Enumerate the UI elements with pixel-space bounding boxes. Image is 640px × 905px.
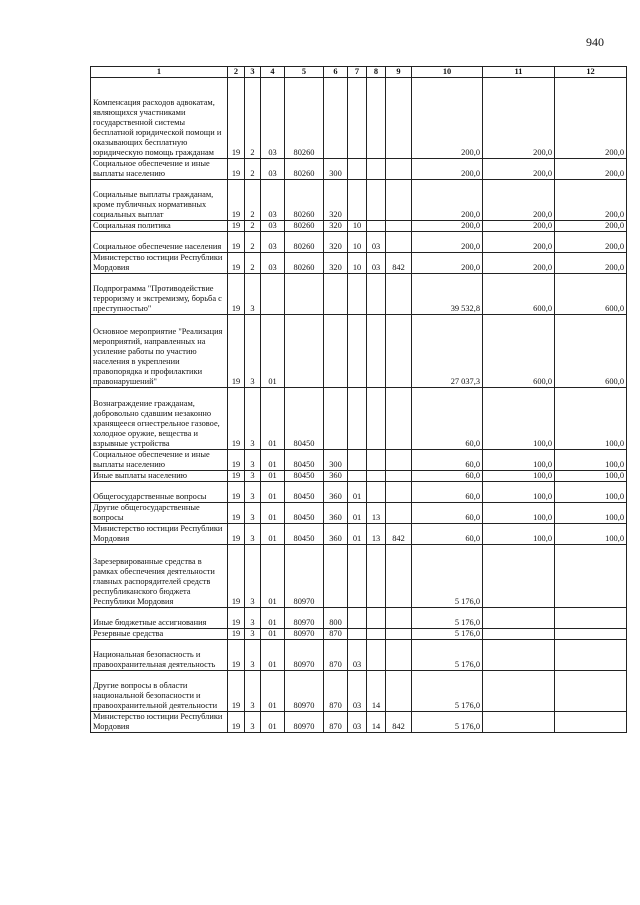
row-cell-col-4: 01: [261, 640, 285, 671]
row-cell-col-12: [555, 712, 627, 733]
row-cell-col-10: 200,0: [412, 78, 483, 159]
row-cell-col-2: 19: [228, 640, 245, 671]
row-cell-col-12: 100,0: [555, 524, 627, 545]
row-cell-col-3: 3: [245, 315, 261, 388]
row-cell-col-7: 03: [348, 671, 367, 712]
row-cell-col-3: 2: [245, 253, 261, 274]
row-cell-col-5: 80970: [285, 545, 324, 608]
row-cell-col-8: [367, 471, 386, 482]
row-cell-col-7: 01: [348, 524, 367, 545]
row-cell-col-9: [386, 232, 412, 253]
row-cell-col-3: 3: [245, 450, 261, 471]
row-cell-col-5: [285, 274, 324, 315]
row-cell-col-10: 5 176,0: [412, 629, 483, 640]
row-cell-col-6: [324, 78, 348, 159]
row-cell-col-5: 80970: [285, 671, 324, 712]
row-cell-col-8: [367, 450, 386, 471]
table-row: [91, 671, 627, 712]
row-cell-col-5: 80450: [285, 503, 324, 524]
row-cell-col-7: 03: [348, 640, 367, 671]
row-cell-col-7: [348, 159, 367, 180]
row-cell-col-5: 80260: [285, 180, 324, 221]
row-cell-col-11: [483, 629, 555, 640]
row-cell-col-11: 600,0: [483, 274, 555, 315]
table-row: [91, 159, 627, 180]
table-row: [91, 450, 627, 471]
row-cell-col-4: 01: [261, 471, 285, 482]
row-cell-col-5: 80260: [285, 159, 324, 180]
row-cell-col-12: 100,0: [555, 503, 627, 524]
row-name-cell: Подпрограмма "Противодействие терроризму и экстремизму, борьба с преступностью": [91, 274, 228, 315]
header-row: [91, 67, 627, 78]
row-cell-col-10: 60,0: [412, 450, 483, 471]
row-name-cell: Компенсация расходов адвокатам, являющихся участниками государственной системы бесплатной юридической помощи и оказывающих бесплатную юридическую помощь гражданам: [91, 78, 228, 159]
column-header: 12: [555, 67, 627, 78]
row-cell-col-12: 100,0: [555, 482, 627, 503]
row-cell-col-4: 01: [261, 524, 285, 545]
row-cell-col-5: 80970: [285, 712, 324, 733]
row-cell-col-10: 27 037,3: [412, 315, 483, 388]
column-header: 1: [91, 67, 228, 78]
table-row: [91, 524, 627, 545]
row-cell-col-8: [367, 608, 386, 629]
row-cell-col-3: 3: [245, 482, 261, 503]
row-cell-col-5: 80450: [285, 471, 324, 482]
table-row: [91, 471, 627, 482]
row-cell-col-5: 80260: [285, 253, 324, 274]
row-cell-col-12: 200,0: [555, 253, 627, 274]
row-cell-col-6: 870: [324, 640, 348, 671]
row-cell-col-7: 03: [348, 712, 367, 733]
row-cell-col-4: 01: [261, 608, 285, 629]
row-cell-col-2: 19: [228, 482, 245, 503]
row-cell-col-5: 80450: [285, 388, 324, 450]
table-row: [91, 274, 627, 315]
row-cell-col-12: [555, 640, 627, 671]
row-cell-col-11: [483, 608, 555, 629]
row-cell-col-5: 80450: [285, 450, 324, 471]
row-cell-col-9: [386, 78, 412, 159]
row-cell-col-6: 360: [324, 524, 348, 545]
row-cell-col-3: 3: [245, 524, 261, 545]
row-cell-col-4: 03: [261, 253, 285, 274]
row-cell-col-2: 19: [228, 315, 245, 388]
row-cell-col-12: [555, 545, 627, 608]
row-cell-col-11: [483, 671, 555, 712]
row-cell-col-4: 03: [261, 232, 285, 253]
row-cell-col-8: 13: [367, 503, 386, 524]
row-cell-col-8: 13: [367, 524, 386, 545]
row-cell-col-4: 03: [261, 221, 285, 232]
table-row: [91, 608, 627, 629]
row-cell-col-12: 200,0: [555, 180, 627, 221]
row-cell-col-11: 200,0: [483, 221, 555, 232]
row-cell-col-11: 200,0: [483, 78, 555, 159]
row-cell-col-7: [348, 608, 367, 629]
row-cell-col-8: [367, 545, 386, 608]
row-cell-col-7: [348, 545, 367, 608]
row-cell-col-2: 19: [228, 253, 245, 274]
row-name-cell: Другие общегосударственные вопросы: [91, 503, 228, 524]
row-cell-col-6: 360: [324, 471, 348, 482]
row-cell-col-9: [386, 545, 412, 608]
row-cell-col-9: [386, 640, 412, 671]
row-cell-col-7: [348, 180, 367, 221]
row-cell-col-2: 19: [228, 180, 245, 221]
row-cell-col-5: 80260: [285, 232, 324, 253]
row-cell-col-6: 360: [324, 482, 348, 503]
row-cell-col-4: 01: [261, 545, 285, 608]
row-cell-col-5: [285, 315, 324, 388]
row-cell-col-12: 100,0: [555, 471, 627, 482]
row-cell-col-2: 19: [228, 388, 245, 450]
row-cell-col-2: 19: [228, 274, 245, 315]
row-name-cell: Министерство юстиции Республики Мордовия: [91, 253, 228, 274]
row-cell-col-2: 19: [228, 221, 245, 232]
row-cell-col-9: [386, 388, 412, 450]
row-cell-col-4: [261, 274, 285, 315]
row-cell-col-11: 100,0: [483, 450, 555, 471]
row-cell-col-6: 320: [324, 253, 348, 274]
row-cell-col-5: 80970: [285, 640, 324, 671]
column-header: 5: [285, 67, 324, 78]
row-cell-col-5: 80970: [285, 608, 324, 629]
row-cell-col-12: 100,0: [555, 450, 627, 471]
row-cell-col-9: [386, 180, 412, 221]
row-name-cell: Социальные выплаты гражданам, кроме публичных нормативных социальных выплат: [91, 180, 228, 221]
row-cell-col-9: [386, 629, 412, 640]
row-cell-col-2: 19: [228, 503, 245, 524]
row-cell-col-6: 320: [324, 180, 348, 221]
budget-table: [90, 66, 627, 733]
row-cell-col-4: 01: [261, 629, 285, 640]
column-header: 8: [367, 67, 386, 78]
row-name-cell: Зарезервированные средства в рамках обеспечения деятельности главных распорядителей средств республиканского бюджета Республики Мордовия: [91, 545, 228, 608]
row-cell-col-4: 01: [261, 712, 285, 733]
row-cell-col-6: [324, 315, 348, 388]
column-header: 3: [245, 67, 261, 78]
row-cell-col-8: [367, 274, 386, 315]
row-cell-col-10: 5 176,0: [412, 712, 483, 733]
row-cell-col-5: 80450: [285, 482, 324, 503]
row-name-cell: Резервные средства: [91, 629, 228, 640]
row-cell-col-10: 60,0: [412, 388, 483, 450]
row-cell-col-2: 19: [228, 545, 245, 608]
row-cell-col-8: [367, 629, 386, 640]
column-header: 11: [483, 67, 555, 78]
row-cell-col-8: 14: [367, 671, 386, 712]
row-cell-col-10: 60,0: [412, 503, 483, 524]
row-cell-col-6: 300: [324, 450, 348, 471]
row-cell-col-7: 01: [348, 503, 367, 524]
row-cell-col-11: 200,0: [483, 180, 555, 221]
row-cell-col-6: 870: [324, 629, 348, 640]
row-cell-col-2: 19: [228, 524, 245, 545]
column-header: 7: [348, 67, 367, 78]
table-row: [91, 629, 627, 640]
row-name-cell: Другие вопросы в области национальной безопасности и правоохранительной деятельности: [91, 671, 228, 712]
row-cell-col-9: [386, 159, 412, 180]
row-cell-col-11: 200,0: [483, 159, 555, 180]
row-cell-col-9: [386, 315, 412, 388]
row-cell-col-10: 5 176,0: [412, 608, 483, 629]
row-cell-col-3: 3: [245, 388, 261, 450]
row-cell-col-11: [483, 712, 555, 733]
column-header: 10: [412, 67, 483, 78]
row-cell-col-6: 320: [324, 232, 348, 253]
row-cell-col-7: 10: [348, 253, 367, 274]
row-name-cell: Общегосударственные вопросы: [91, 482, 228, 503]
row-cell-col-10: 60,0: [412, 471, 483, 482]
column-header: 9: [386, 67, 412, 78]
table-row: [91, 232, 627, 253]
row-cell-col-3: 2: [245, 232, 261, 253]
row-cell-col-8: 03: [367, 232, 386, 253]
row-cell-col-4: 01: [261, 315, 285, 388]
row-cell-col-12: 600,0: [555, 274, 627, 315]
row-cell-col-9: [386, 503, 412, 524]
table-row: [91, 712, 627, 733]
row-cell-col-6: 320: [324, 221, 348, 232]
row-cell-col-6: 870: [324, 712, 348, 733]
row-cell-col-2: 19: [228, 450, 245, 471]
row-cell-col-6: 870: [324, 671, 348, 712]
row-name-cell: Министерство юстиции Республики Мордовия: [91, 712, 228, 733]
row-cell-col-4: 01: [261, 450, 285, 471]
row-cell-col-10: 5 176,0: [412, 671, 483, 712]
row-cell-col-9: [386, 671, 412, 712]
row-cell-col-3: 3: [245, 712, 261, 733]
row-cell-col-10: 60,0: [412, 524, 483, 545]
row-cell-col-3: 3: [245, 629, 261, 640]
row-cell-col-6: [324, 545, 348, 608]
row-cell-col-11: 200,0: [483, 253, 555, 274]
page-number: 940: [586, 35, 604, 49]
row-cell-col-3: 3: [245, 545, 261, 608]
row-cell-col-12: [555, 671, 627, 712]
row-cell-col-6: 800: [324, 608, 348, 629]
row-cell-col-8: [367, 159, 386, 180]
table-row: [91, 253, 627, 274]
column-header: 2: [228, 67, 245, 78]
row-cell-col-7: 10: [348, 232, 367, 253]
row-cell-col-11: 100,0: [483, 388, 555, 450]
row-name-cell: Министерство юстиции Республики Мордовия: [91, 524, 228, 545]
row-cell-col-10: 200,0: [412, 232, 483, 253]
row-cell-col-9: [386, 221, 412, 232]
row-name-cell: Социальная политика: [91, 221, 228, 232]
row-cell-col-5: 80450: [285, 524, 324, 545]
row-cell-col-7: [348, 315, 367, 388]
table-row: [91, 180, 627, 221]
row-cell-col-10: 200,0: [412, 253, 483, 274]
row-cell-col-9: 842: [386, 712, 412, 733]
table-row: [91, 388, 627, 450]
row-cell-col-2: 19: [228, 471, 245, 482]
row-cell-col-3: 3: [245, 274, 261, 315]
row-cell-col-12: 200,0: [555, 78, 627, 159]
row-cell-col-8: [367, 180, 386, 221]
row-cell-col-8: [367, 482, 386, 503]
row-cell-col-12: 200,0: [555, 159, 627, 180]
row-cell-col-6: [324, 274, 348, 315]
row-cell-col-8: 14: [367, 712, 386, 733]
row-cell-col-3: 2: [245, 159, 261, 180]
row-cell-col-10: 39 532,8: [412, 274, 483, 315]
row-cell-col-8: [367, 388, 386, 450]
row-cell-col-2: 19: [228, 159, 245, 180]
row-cell-col-11: 100,0: [483, 471, 555, 482]
table-row: [91, 503, 627, 524]
row-cell-col-10: 200,0: [412, 159, 483, 180]
row-cell-col-3: 3: [245, 503, 261, 524]
row-cell-col-3: 3: [245, 471, 261, 482]
row-cell-col-7: [348, 274, 367, 315]
row-cell-col-4: 01: [261, 503, 285, 524]
row-name-cell: Социальное обеспечение и иные выплаты населению: [91, 159, 228, 180]
row-cell-col-10: 60,0: [412, 482, 483, 503]
row-cell-col-7: [348, 629, 367, 640]
row-cell-col-4: 03: [261, 180, 285, 221]
row-cell-col-9: [386, 482, 412, 503]
row-cell-col-4: 01: [261, 671, 285, 712]
row-name-cell: Социальное обеспечение населения: [91, 232, 228, 253]
row-cell-col-2: 19: [228, 232, 245, 253]
row-cell-col-11: 100,0: [483, 503, 555, 524]
row-cell-col-12: 200,0: [555, 221, 627, 232]
row-name-cell: Иные выплаты населению: [91, 471, 228, 482]
table-row: [91, 482, 627, 503]
row-cell-col-5: 80260: [285, 221, 324, 232]
row-cell-col-11: 200,0: [483, 232, 555, 253]
table-row: [91, 78, 627, 159]
row-cell-col-9: [386, 471, 412, 482]
row-cell-col-10: 200,0: [412, 180, 483, 221]
table-row: [91, 640, 627, 671]
row-cell-col-12: 100,0: [555, 388, 627, 450]
row-name-cell: Иные бюджетные ассигнования: [91, 608, 228, 629]
table-header: [91, 67, 627, 78]
row-cell-col-7: [348, 78, 367, 159]
table-row: [91, 315, 627, 388]
row-cell-col-3: 2: [245, 78, 261, 159]
row-name-cell: Основное мероприятие "Реализация мероприятий, направленных на усиление работы по участию населения в укреплении правопорядка и профилактики правонарушений": [91, 315, 228, 388]
row-cell-col-2: 19: [228, 671, 245, 712]
row-name-cell: Национальная безопасность и правоохранительная деятельность: [91, 640, 228, 671]
row-cell-col-3: 3: [245, 640, 261, 671]
row-cell-col-8: [367, 315, 386, 388]
row-cell-col-11: 100,0: [483, 482, 555, 503]
row-name-cell: Социальное обеспечение и иные выплаты населению: [91, 450, 228, 471]
table-row: [91, 221, 627, 232]
row-cell-col-9: [386, 608, 412, 629]
row-cell-col-4: 01: [261, 388, 285, 450]
table-row: [91, 545, 627, 608]
row-cell-col-2: 19: [228, 629, 245, 640]
row-cell-col-9: [386, 274, 412, 315]
row-cell-col-7: 01: [348, 482, 367, 503]
row-cell-col-11: 600,0: [483, 315, 555, 388]
row-cell-col-9: 842: [386, 253, 412, 274]
row-cell-col-11: [483, 545, 555, 608]
row-cell-col-5: 80970: [285, 629, 324, 640]
row-cell-col-4: 01: [261, 482, 285, 503]
row-cell-col-7: 10: [348, 221, 367, 232]
row-cell-col-8: [367, 78, 386, 159]
row-cell-col-6: 360: [324, 503, 348, 524]
row-cell-col-4: 03: [261, 78, 285, 159]
row-cell-col-9: [386, 450, 412, 471]
row-cell-col-12: 600,0: [555, 315, 627, 388]
row-cell-col-11: 100,0: [483, 524, 555, 545]
row-cell-col-6: 300: [324, 159, 348, 180]
row-cell-col-3: 3: [245, 608, 261, 629]
row-cell-col-2: 19: [228, 78, 245, 159]
row-cell-col-8: [367, 221, 386, 232]
row-cell-col-12: 200,0: [555, 232, 627, 253]
row-cell-col-4: 03: [261, 159, 285, 180]
row-cell-col-8: [367, 640, 386, 671]
row-cell-col-12: [555, 629, 627, 640]
row-cell-col-7: [348, 388, 367, 450]
column-header: 4: [261, 67, 285, 78]
row-cell-col-7: [348, 471, 367, 482]
row-cell-col-9: 842: [386, 524, 412, 545]
row-name-cell: Вознаграждение гражданам, добровольно сдавшим незаконно хранящееся огнестрельное газовое, холодное оружие, вещества и взрывные устройства: [91, 388, 228, 450]
row-cell-col-3: 2: [245, 221, 261, 232]
row-cell-col-8: 03: [367, 253, 386, 274]
row-cell-col-3: 3: [245, 671, 261, 712]
row-cell-col-3: 2: [245, 180, 261, 221]
row-cell-col-11: [483, 640, 555, 671]
row-cell-col-10: 200,0: [412, 221, 483, 232]
row-cell-col-6: [324, 388, 348, 450]
row-cell-col-7: [348, 450, 367, 471]
row-cell-col-2: 19: [228, 608, 245, 629]
row-cell-col-2: 19: [228, 712, 245, 733]
row-cell-col-10: 5 176,0: [412, 640, 483, 671]
row-cell-col-12: [555, 608, 627, 629]
row-cell-col-10: 5 176,0: [412, 545, 483, 608]
row-cell-col-5: 80260: [285, 78, 324, 159]
table-body: [91, 78, 627, 733]
column-header: 6: [324, 67, 348, 78]
